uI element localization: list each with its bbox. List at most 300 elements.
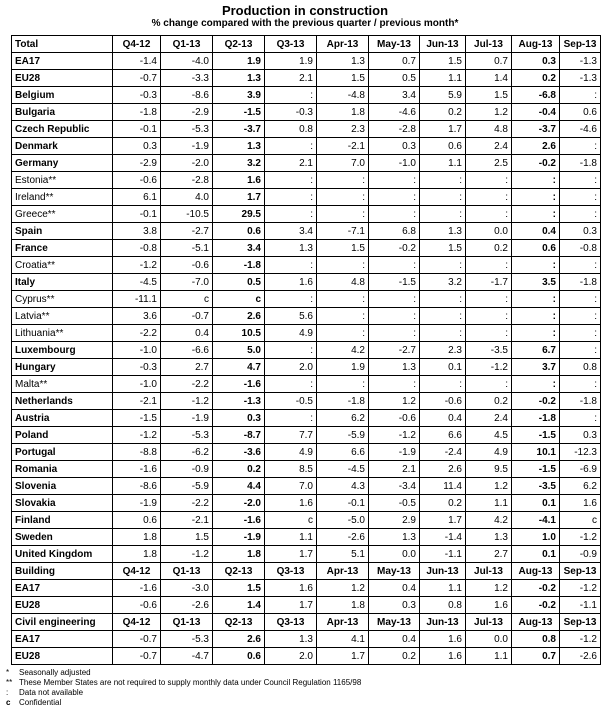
column-header: Q1-13 — [161, 36, 213, 53]
table-cell: 1.8 — [113, 529, 161, 546]
table-cell: 1.7 — [420, 121, 466, 138]
row-label: Greece** — [12, 206, 113, 223]
table-cell: c — [560, 512, 601, 529]
row-label: Latvia** — [12, 308, 113, 325]
table-cell: : — [466, 376, 512, 393]
table-row — [12, 308, 601, 325]
table-cell: 1.5 — [420, 240, 466, 257]
table-cell: 29.5 — [213, 206, 265, 223]
table-cell: -7.1 — [317, 223, 369, 240]
row-label: Lithuania** — [12, 325, 113, 342]
table-cell: : — [512, 172, 560, 189]
table-cell: 4.5 — [466, 427, 512, 444]
table-cell: 1.8 — [113, 546, 161, 563]
table-cell: 2.4 — [466, 410, 512, 427]
table-cell: 5.1 — [317, 546, 369, 563]
table-cell: : — [265, 189, 317, 206]
table-cell: 0.4 — [420, 410, 466, 427]
table-cell: 1.7 — [317, 648, 369, 665]
table-cell: 3.4 — [369, 87, 420, 104]
table-cell: -11.1 — [113, 291, 161, 308]
table-cell: : — [420, 189, 466, 206]
table-cell: 6.8 — [369, 223, 420, 240]
table-cell: : — [265, 206, 317, 223]
table-cell: 1.3 — [369, 529, 420, 546]
table-cell: 2.3 — [420, 342, 466, 359]
table-cell: 1.6 — [420, 631, 466, 648]
table-cell: -0.7 — [113, 648, 161, 665]
table-cell: : — [466, 257, 512, 274]
table-row — [12, 461, 601, 478]
table-cell: : — [265, 410, 317, 427]
table-cell: -2.2 — [113, 325, 161, 342]
row-label: Romania — [12, 461, 113, 478]
table-cell: 7.0 — [265, 478, 317, 495]
table-cell: -0.3 — [113, 359, 161, 376]
table-cell: : — [560, 257, 601, 274]
table-cell: 1.6 — [265, 274, 317, 291]
section-header-civil-engineering — [12, 614, 601, 631]
table-cell: 2.3 — [317, 121, 369, 138]
table-cell: : — [265, 87, 317, 104]
table-cell: 5.0 — [213, 342, 265, 359]
footnote-text: Data not available — [19, 688, 84, 697]
table-cell: -1.5 — [512, 427, 560, 444]
table-cell: 1.1 — [466, 648, 512, 665]
footnote-text: These Member States are not required to supply monthly data under Council Regulation 1165/98 — [19, 678, 362, 687]
column-header: Aug-13 — [512, 36, 560, 53]
table-cell: : — [369, 291, 420, 308]
table-cell: : — [317, 257, 369, 274]
table-cell: -1.9 — [113, 495, 161, 512]
table-cell: -0.1 — [317, 495, 369, 512]
table-cell: 0.0 — [466, 223, 512, 240]
table-cell: -6.9 — [560, 461, 601, 478]
table-cell: : — [317, 291, 369, 308]
table-cell: -8.6 — [161, 87, 213, 104]
table-cell: : — [560, 206, 601, 223]
table-cell: -0.8 — [560, 240, 601, 257]
table-row — [12, 580, 601, 597]
table-row — [12, 427, 601, 444]
row-label: Croatia** — [12, 257, 113, 274]
table-cell: 1.0 — [512, 529, 560, 546]
table-row — [12, 597, 601, 614]
table-cell: : — [317, 172, 369, 189]
table-cell: 9.5 — [466, 461, 512, 478]
table-cell: 1.3 — [265, 240, 317, 257]
table-cell: : — [560, 376, 601, 393]
table-cell: c — [265, 512, 317, 529]
table-cell: 1.6 — [265, 580, 317, 597]
table-cell: : — [420, 325, 466, 342]
table-cell: -6.6 — [161, 342, 213, 359]
table-cell: : — [420, 206, 466, 223]
table-cell: 0.2 — [213, 461, 265, 478]
table-cell: 0.7 — [512, 648, 560, 665]
table-row — [12, 189, 601, 206]
table-cell: -1.8 — [113, 104, 161, 121]
table-cell: -1.2 — [161, 393, 213, 410]
table-cell: 0.6 — [512, 240, 560, 257]
table-cell: -0.6 — [161, 257, 213, 274]
table-cell: : — [265, 257, 317, 274]
table-cell: -1.1 — [420, 546, 466, 563]
table-row — [12, 53, 601, 70]
table-cell: -10.5 — [161, 206, 213, 223]
table-cell: 0.5 — [213, 274, 265, 291]
table-row — [12, 206, 601, 223]
table-cell: 0.3 — [213, 410, 265, 427]
row-label: Malta** — [12, 376, 113, 393]
table-cell: -1.5 — [213, 104, 265, 121]
table-cell: 6.7 — [512, 342, 560, 359]
table-cell: 1.8 — [317, 104, 369, 121]
table-cell: 0.5 — [369, 70, 420, 87]
section-header-total — [12, 36, 601, 53]
table-cell: -4.1 — [512, 512, 560, 529]
table-cell: -1.9 — [161, 410, 213, 427]
table-cell: : — [466, 206, 512, 223]
footnote-symbol: ** — [6, 678, 13, 687]
table-cell: : — [369, 308, 420, 325]
table-row — [12, 376, 601, 393]
table-cell: : — [560, 87, 601, 104]
section-title: Civil engineering — [12, 614, 113, 631]
table-cell: -1.8 — [560, 393, 601, 410]
table-cell: -0.7 — [113, 631, 161, 648]
table-cell: -2.8 — [161, 172, 213, 189]
table-cell: 0.3 — [512, 53, 560, 70]
row-label: Luxembourg — [12, 342, 113, 359]
table-cell: 2.6 — [213, 631, 265, 648]
table-cell: 6.6 — [420, 427, 466, 444]
footnote — [6, 698, 361, 708]
table-cell: 4.2 — [466, 512, 512, 529]
table-cell: : — [512, 291, 560, 308]
table-cell: -3.0 — [161, 580, 213, 597]
table-cell: 0.4 — [369, 631, 420, 648]
row-label: Italy — [12, 274, 113, 291]
table-cell: 3.4 — [265, 223, 317, 240]
table-cell: -2.6 — [560, 648, 601, 665]
footnote-symbol: * — [6, 668, 10, 677]
table-cell: -1.7 — [466, 274, 512, 291]
table-row — [12, 223, 601, 240]
table-cell: 1.3 — [420, 223, 466, 240]
table-cell: 1.6 — [265, 495, 317, 512]
table-row — [12, 87, 601, 104]
table-cell: -2.1 — [113, 393, 161, 410]
table-cell: 1.5 — [466, 87, 512, 104]
column-header: Q4-12 — [113, 563, 161, 580]
table-row — [12, 410, 601, 427]
table-cell: 4.9 — [466, 444, 512, 461]
table-cell: 0.6 — [420, 138, 466, 155]
table-cell: : — [265, 172, 317, 189]
table-cell: 0.6 — [213, 223, 265, 240]
table-cell: : — [560, 172, 601, 189]
table-cell: : — [369, 189, 420, 206]
table-cell: 1.3 — [369, 359, 420, 376]
table-cell: -1.9 — [369, 444, 420, 461]
table-cell: 7.7 — [265, 427, 317, 444]
table-cell: -1.2 — [113, 257, 161, 274]
column-header: Q2-13 — [213, 614, 265, 631]
table-cell: : — [265, 342, 317, 359]
table-row — [12, 70, 601, 87]
table-cell: : — [420, 376, 466, 393]
column-header: Q3-13 — [265, 36, 317, 53]
table-cell: -1.6 — [213, 376, 265, 393]
table-cell: 4.8 — [317, 274, 369, 291]
table-cell: 1.4 — [213, 597, 265, 614]
table-row — [12, 172, 601, 189]
table-cell: 1.2 — [317, 580, 369, 597]
table-cell: 0.7 — [466, 53, 512, 70]
table-cell: 4.0 — [161, 189, 213, 206]
column-header: Q2-13 — [213, 36, 265, 53]
table-cell: -0.6 — [113, 597, 161, 614]
table-cell: 6.6 — [317, 444, 369, 461]
table-cell: -12.3 — [560, 444, 601, 461]
table-cell: : — [369, 257, 420, 274]
table-cell: : — [560, 325, 601, 342]
table-cell: -0.1 — [113, 206, 161, 223]
table-cell: : — [512, 376, 560, 393]
row-label: Belgium — [12, 87, 113, 104]
table-cell: 0.2 — [512, 70, 560, 87]
table-cell: -0.3 — [113, 87, 161, 104]
table-cell: 0.2 — [466, 393, 512, 410]
column-header: Q1-13 — [161, 614, 213, 631]
table-cell: -1.2 — [560, 529, 601, 546]
table-cell: 0.6 — [213, 648, 265, 665]
table-cell: -1.8 — [512, 410, 560, 427]
table-cell: 2.6 — [420, 461, 466, 478]
table-cell: 1.6 — [213, 172, 265, 189]
table-cell: 6.2 — [560, 478, 601, 495]
table-cell: 1.6 — [420, 648, 466, 665]
table-cell: 3.5 — [512, 274, 560, 291]
table-row — [12, 325, 601, 342]
section-title: Building — [12, 563, 113, 580]
table-cell: 0.2 — [420, 104, 466, 121]
table-cell: 2.1 — [265, 70, 317, 87]
column-header: Sep-13 — [560, 614, 601, 631]
table-cell: 4.7 — [213, 359, 265, 376]
table-row — [12, 546, 601, 563]
table-row — [12, 393, 601, 410]
table-row — [12, 121, 601, 138]
table-cell: 0.6 — [560, 104, 601, 121]
table-cell: 0.2 — [466, 240, 512, 257]
document-title: Production in construction — [221, 3, 389, 18]
table-cell: : — [420, 308, 466, 325]
row-label: EA17 — [12, 631, 113, 648]
footnote-symbol: c — [6, 698, 11, 707]
table-cell: -3.6 — [213, 444, 265, 461]
table-cell: -2.2 — [161, 376, 213, 393]
table-cell: 4.3 — [317, 478, 369, 495]
table-cell: 1.2 — [369, 393, 420, 410]
table-cell: 1.7 — [265, 597, 317, 614]
table-cell: 1.3 — [466, 529, 512, 546]
table-cell: 2.0 — [265, 648, 317, 665]
column-header: Q4-12 — [113, 36, 161, 53]
table-cell: -0.7 — [113, 70, 161, 87]
table-cell: 3.9 — [213, 87, 265, 104]
table-row — [12, 257, 601, 274]
column-header: Q1-13 — [161, 563, 213, 580]
table-cell: 1.7 — [213, 189, 265, 206]
column-header: Aug-13 — [512, 614, 560, 631]
table-cell: -5.3 — [161, 427, 213, 444]
table-cell: -2.7 — [369, 342, 420, 359]
column-header: Apr-13 — [317, 563, 369, 580]
table-cell: 1.5 — [317, 240, 369, 257]
row-label: EU28 — [12, 597, 113, 614]
row-label: Finland — [12, 512, 113, 529]
column-header: Jun-13 — [420, 36, 466, 53]
table-cell: 0.8 — [265, 121, 317, 138]
section-header-building — [12, 563, 601, 580]
footnote-text: Confidential — [19, 698, 62, 707]
column-header: Q3-13 — [265, 563, 317, 580]
table-cell: -2.8 — [369, 121, 420, 138]
row-label: France — [12, 240, 113, 257]
table-cell: -1.3 — [560, 70, 601, 87]
table-cell: 0.3 — [369, 138, 420, 155]
table-cell: 2.0 — [265, 359, 317, 376]
column-header: Jul-13 — [466, 563, 512, 580]
table-cell: -1.4 — [113, 53, 161, 70]
table-cell: -5.3 — [161, 631, 213, 648]
table-cell: 1.7 — [265, 546, 317, 563]
table-cell: 1.5 — [213, 580, 265, 597]
table-cell: -1.8 — [213, 257, 265, 274]
table-cell: -1.8 — [317, 393, 369, 410]
table-cell: 2.6 — [512, 138, 560, 155]
table-cell: : — [420, 172, 466, 189]
table-cell: -4.5 — [113, 274, 161, 291]
table-cell: -0.2 — [512, 155, 560, 172]
table-cell: -4.0 — [161, 53, 213, 70]
column-header: Sep-13 — [560, 36, 601, 53]
table-cell: 0.3 — [560, 427, 601, 444]
table-cell: : — [317, 308, 369, 325]
table-cell: -1.9 — [213, 529, 265, 546]
column-header: Jun-13 — [420, 563, 466, 580]
table-cell: 1.2 — [466, 580, 512, 597]
column-header: Jul-13 — [466, 36, 512, 53]
table-cell: -0.1 — [113, 121, 161, 138]
footnote — [6, 688, 361, 698]
table-cell: -3.3 — [161, 70, 213, 87]
column-header: Aug-13 — [512, 563, 560, 580]
row-label: Estonia** — [12, 172, 113, 189]
table-cell: -5.1 — [161, 240, 213, 257]
table-cell: : — [512, 308, 560, 325]
footnote — [6, 678, 361, 688]
table-cell: 1.9 — [213, 53, 265, 70]
table-cell: -5.0 — [317, 512, 369, 529]
table-cell: 11.4 — [420, 478, 466, 495]
table-cell: -3.5 — [466, 342, 512, 359]
table-cell: 4.1 — [317, 631, 369, 648]
table-cell: -2.7 — [161, 223, 213, 240]
table-cell: 0.2 — [420, 495, 466, 512]
table-cell: : — [466, 325, 512, 342]
table-cell: -0.5 — [369, 495, 420, 512]
table-cell: 6.1 — [113, 189, 161, 206]
table-cell: 1.9 — [317, 359, 369, 376]
table-cell: 0.0 — [466, 631, 512, 648]
table-cell: : — [317, 325, 369, 342]
table-cell: -4.6 — [369, 104, 420, 121]
table-cell: 4.2 — [317, 342, 369, 359]
table-cell: -8.6 — [113, 478, 161, 495]
table-cell: -1.2 — [466, 359, 512, 376]
table-cell: : — [369, 376, 420, 393]
footnote-symbol: : — [6, 688, 9, 697]
table-cell: : — [560, 308, 601, 325]
footnotes — [6, 668, 361, 708]
table-cell: : — [369, 325, 420, 342]
table-row — [12, 495, 601, 512]
table-cell: -1.6 — [113, 580, 161, 597]
table-cell: -2.2 — [161, 495, 213, 512]
table-cell: -0.4 — [512, 104, 560, 121]
table-cell: 0.1 — [420, 359, 466, 376]
table-cell: 0.6 — [113, 512, 161, 529]
table-cell: 0.0 — [369, 546, 420, 563]
table-cell: -2.9 — [113, 155, 161, 172]
table-cell: 1.1 — [265, 529, 317, 546]
table-cell: 1.1 — [420, 155, 466, 172]
table-row — [12, 359, 601, 376]
table-cell: -5.9 — [317, 427, 369, 444]
table-cell: -0.2 — [369, 240, 420, 257]
table-cell: 1.8 — [213, 546, 265, 563]
table-cell: -4.8 — [317, 87, 369, 104]
table-cell: 1.7 — [420, 512, 466, 529]
table-cell: 1.3 — [265, 631, 317, 648]
table-cell: : — [420, 257, 466, 274]
table-cell: 10.5 — [213, 325, 265, 342]
table-cell: : — [466, 308, 512, 325]
table-cell: -2.9 — [161, 104, 213, 121]
table-cell: -1.0 — [369, 155, 420, 172]
table-cell: 1.6 — [466, 597, 512, 614]
table-cell: 1.5 — [161, 529, 213, 546]
table-cell: c — [213, 291, 265, 308]
table-cell: -2.6 — [161, 597, 213, 614]
row-label: Portugal — [12, 444, 113, 461]
table-cell: 1.1 — [466, 495, 512, 512]
table-row — [12, 444, 601, 461]
table-cell: 4.9 — [265, 325, 317, 342]
table-cell: : — [466, 291, 512, 308]
table-cell: -3.4 — [369, 478, 420, 495]
column-header: Apr-13 — [317, 36, 369, 53]
table-cell: -0.9 — [161, 461, 213, 478]
table-cell: -1.2 — [113, 427, 161, 444]
table-cell: -1.6 — [213, 512, 265, 529]
table-cell: 1.1 — [420, 580, 466, 597]
table-cell: 0.3 — [113, 138, 161, 155]
table-cell: -8.7 — [213, 427, 265, 444]
